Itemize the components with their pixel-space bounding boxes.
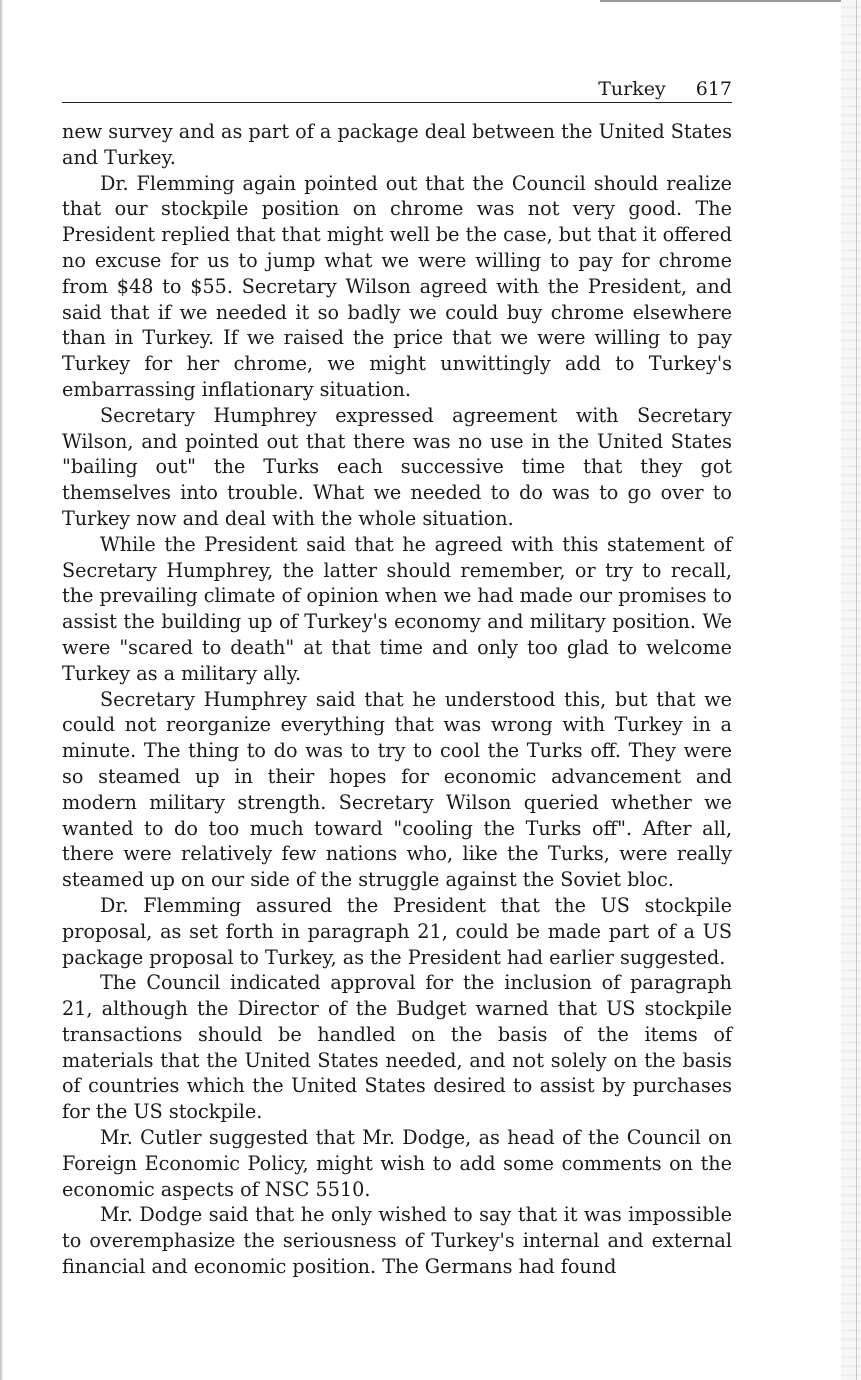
paragraph: Mr. Cutler suggested that Mr. Dodge, as head of the Council on Foreign Economic Policy, might wish to add some comments on the economic aspects of NSC 5510. xyxy=(62,1126,732,1201)
scan-right-edge-line xyxy=(856,0,857,1380)
page-number: 617 xyxy=(695,78,732,100)
document-page xyxy=(62,76,732,1280)
paragraph: Secretary Humphrey expressed agreement with Secretary Wilson, and pointed out that there was no use in the United States "bailing out" the Turks each successive time that they got themselves into trouble. What we needed to do was to go over to Turkey now and deal with the whole situation. xyxy=(62,403,732,530)
paragraph: Dr. Flemming assured the President that the US stockpile proposal, as set forth in paragraph 21, could be made part of a US package proposal to Turkey, as the President had earlier suggested. xyxy=(62,893,732,969)
paragraph-continued: new survey and as part of a package deal between the United States and Turkey. xyxy=(62,120,732,169)
running-head xyxy=(62,76,732,103)
body-text xyxy=(62,119,732,1280)
scan-top-edge xyxy=(600,0,861,2)
paragraph: The Council indicated approval for the inclusion of paragraph 21, although the Director of the Budget warned that US stockpile transactions should be handled on the basis of the items of materials that the United States needed, and not solely on the basis of countries which the United States desired to assist by purchases for the US stockpile. xyxy=(62,971,732,1124)
scan-left-edge xyxy=(0,0,3,1380)
running-title: Turkey xyxy=(598,78,666,100)
paragraph: Dr. Flemming again pointed out that the Council should realize that our stockpile position on chrome was not very good. The President replied that that might well be the case, but that it offered no excuse for us to jump what we were willing to pay for chrome from $48 to $55. Secretary Wilson agreed with the President, and said that if we needed it so badly we could buy chrome elsewhere than in Turkey. If we raised the price that we were willing to pay Turkey for her chrome, we might unwittingly add to Turkey's embarrassing inflationary situation. xyxy=(62,171,732,401)
paragraph: Mr. Dodge said that he only wished to say that it was impossible to overemphasize the seriousness of Turkey's internal and external financial and economic position. The Germans had found xyxy=(62,1203,732,1279)
paragraph: While the President said that he agreed with this statement of Secretary Humphrey, the latter should remember, or try to recall, the prevailing climate of opinion when we had made our promises to assist the building up of Turkey's economy and military position. We were "scared to death" at that time and only too glad to welcome Turkey as a military ally. xyxy=(62,532,732,685)
scan-right-edge xyxy=(841,0,861,1380)
paragraph: Secretary Humphrey said that he understood this, but that we could not reorganize everything that was wrong with Turkey in a minute. The thing to do was to try to cool the Turks off. They were so steamed up in their hopes for economic advancement and modern military strength. Secretary Wilson queried whether we wanted to do too much toward "cooling the Turks off". After all, there were relatively few nations who, like the Turks, were really steamed up on our side of the struggle against the Soviet bloc. xyxy=(62,687,732,892)
